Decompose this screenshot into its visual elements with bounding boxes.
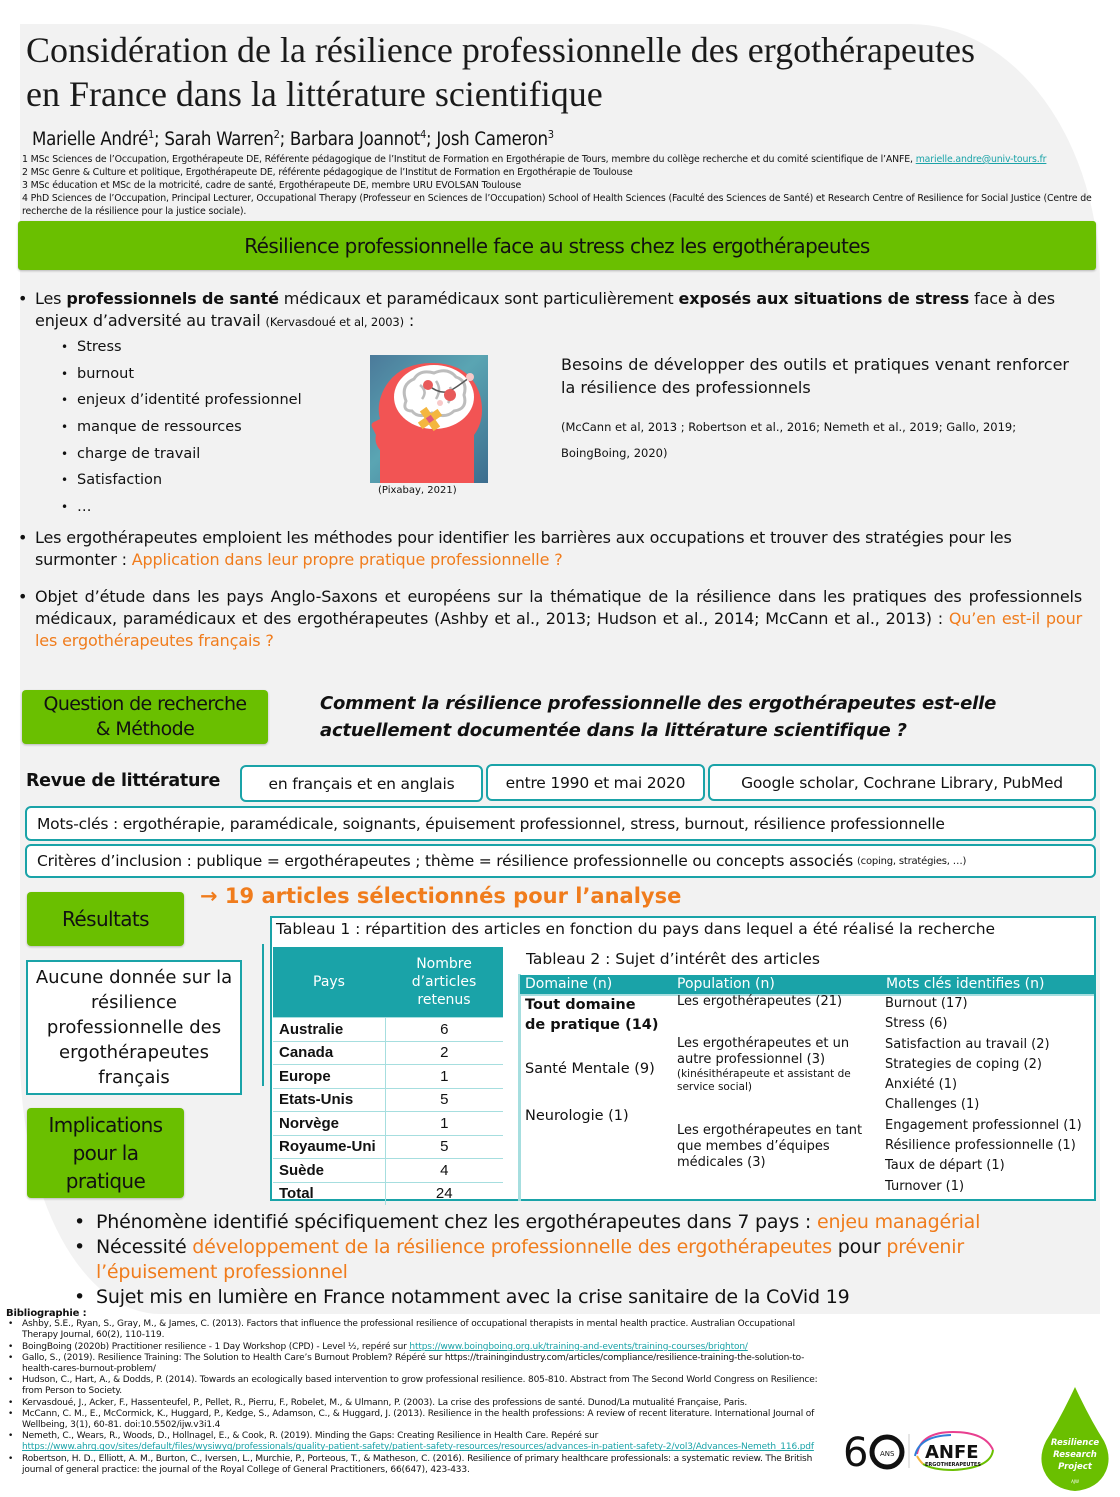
anfe-60-years-logo [843,1428,1023,1477]
list-item: • burnout [61,361,302,388]
table2-header-row [520,975,1094,994]
text: médicaux et paramédicaux sont particulièrement [278,289,679,308]
author-name: Marielle André [32,129,149,151]
bibliography-entry [6,1409,826,1431]
table-header: Mots clés identifies (n) [886,976,1045,992]
table-cell: Taux de départ (1) [885,1158,1005,1174]
table-cell: 5 [385,1135,503,1159]
text: Phénomène identifié spécifiquement chez les ergothérapeutes dans 7 pays : [96,1211,817,1233]
table-cell: Royaume-Uni [273,1135,385,1159]
author-name: Barbara Joannot [289,129,421,151]
table-row [273,1088,503,1112]
box-text: entre 1990 et mai 2020 [505,773,686,792]
author-affiliation-number: 1 [148,128,155,141]
entry-text: Robertson, H. D., Elliott, A. M., Burton, C., Iversen, L., Murchie, P., Porteous, T., & Matheson, C. (2016). Resilience of primary healthcare professionals: a systematic review. The British journal of general practice: the journal of the Royal College of General Practitioners, 66(647), 423-433. [22,1453,813,1475]
text: Objet d’étude dans les pays Anglo-Saxons et européens sur la thématique de la résilience dans les pratiques des professionnels médicaux, paramédicaux et des ergothérapeutes (Ashby et al., 2013; Hudson et al., 2014; McCann et al., 2013) : [35,587,1082,628]
table-cell: Strategies de coping (2) [885,1056,1042,1072]
table-cell: Challenges (1) [885,1097,980,1113]
bibliography-entry [6,1398,826,1409]
divider-line [262,944,264,1086]
list-item: • Stress [61,334,302,361]
entry-text: Hudson, C., Hart, A., & Dodds, P. (2014). Towards an ecologically based intervention to grow professional resilience. 805-810. Abstract from The Second World Congress on Resilience: from Person to Society. [22,1375,818,1397]
languages-box [240,765,483,802]
research-question: Comment la résilience professionnelle des ergothérapeutes est-elle actuellement documentée dans la littérature scientifique ? [320,693,997,741]
text: Les ergothérapeutes emploient les méthodes pour identifier les barrières aux occupations et trouver des stratégies pour les surmonter : [35,528,1012,569]
image-caption: (Pixabay, 2021) [378,485,457,496]
needs-statement: Besoins de développer des outils et pratiques venant renforcer la résilience des professionnels [561,355,1069,397]
highlight: prévenir l’épuisement professionnel [96,1236,964,1283]
table-row [273,1182,503,1205]
table-cell: 1 [385,1065,503,1089]
section-banner-resilience [18,221,1096,270]
table2-population-column [677,994,872,1170]
question-method-label [22,690,268,744]
table-cell: Burnout (17) [885,996,968,1011]
table-header: Population (n) [677,976,775,992]
text: Sujet mis en lumière en France notamment avec la crise sanitaire de la CoVid 19 [96,1286,850,1308]
author-affiliation-number: 2 [273,128,280,141]
table-cell: Santé Mentale (9) [525,1061,655,1077]
box-text: Critères d’inclusion : publique = ergothérapeutes ; thème = résilience professionnelle ou concepts associés [37,852,853,870]
text: Les [35,289,67,308]
label-text: Résultats [62,907,149,931]
citation: (Kervasdoué et al, 2003) [265,315,404,329]
entry-text: Ashby, S.E., Ryan, S., Gray, M., & James, C. (2013). Factors that influence the professional resilience of occupational therapists in mental health practice. Australian Occupational Therapy Journal, 60(2), 110-119. [22,1319,796,1341]
poster-title [26,28,1086,116]
table-header: Pays [273,947,385,1018]
label-line: pour la [72,1141,139,1165]
author-email-link[interactable]: marielle.andre@univ-tours.fr [915,154,1047,165]
title-line-2: en France dans la littérature scientifique [26,74,603,114]
entry-text: Nemeth, C., Wears, R., Woods, D., Hollnagel, E., & Cook, R. (2019). Minding the Gaps: Creating Resilience in Health Care. Repéré sur [22,1431,599,1442]
table-cell: Tout domaine de pratique (14) [525,997,659,1033]
section-banner-title: Résilience professionnelle face au stress chez les ergothérapeutes [244,233,870,258]
label-line: & Méthode [95,718,195,740]
svg-text:Research: Research [1053,1450,1097,1460]
table-cell: Suède [273,1159,385,1183]
table1-caption: Tableau 1 : répartition des articles en fonction du pays dans lequel a été réalisé la recherche [276,920,996,938]
entry-text: McCann, C. M., E., McCormick, K., Huggard, P., Kedge, S., Adamson, C., & Huggard, J. (2013). Resilience in the health professions: A review of recent literature. International Journal of Wellbeing, 3(1), 60-81. doi:10.5502/ijw.v3i1.4 [22,1408,815,1431]
author-affiliation-number: 4 [420,128,427,141]
table-cell: Australie [273,1018,385,1042]
highlight-question: Qu’en est-il pour les ergothérapeutes français ? [35,609,1082,650]
label-line: Question de recherche [43,693,247,715]
headline-text: 19 articles sélectionnés pour l’analyse [224,884,682,908]
bibliography [6,1308,826,1476]
cell-note: (kinésithérapeute et assistant de service social) [677,1068,851,1093]
table-row [273,1065,503,1089]
svg-text:ANFE: ANFE [925,1442,979,1463]
emphasis: exposés aux situations de stress [678,289,970,308]
table1-country-distribution [273,947,503,1205]
table-cell: Les ergothérapeutes en tant que membes d’équipes médicales (3) [677,1123,863,1170]
table-cell: Engagement professionnel (1) [885,1117,1082,1133]
authors-line: Marielle André$^1$; Sarah Warren$^2$; Barbara Joannot$^4$; Josh Cameron$^3$ [32,128,554,151]
table-cell: Satisfaction au travail (2) [885,1036,1050,1052]
text: pour [831,1236,887,1258]
reference-link[interactable]: https://www.boingboing.org.uk/training-and-events/training-courses/brighton/ [409,1341,748,1352]
bibliography-entry [6,1353,826,1375]
table-row [273,1018,503,1042]
keywords-box [25,806,1096,841]
emphasis: professionnels de santé [66,289,279,308]
author-name: Josh Cameron [436,129,548,151]
bibliography-entry [6,1375,826,1397]
table-cell: Total [273,1182,385,1205]
bibliography-entry [6,1342,826,1353]
table-cell: Anxiété (1) [885,1077,958,1093]
databases-box [708,764,1096,801]
cell-text: Les ergothérapeutes et un autre professionnel (3) [677,1036,850,1067]
svg-text:AJW: AJW [1071,1479,1079,1484]
affiliation-item: 3 MSc éducation et MSc de la motricité, cadre de santé, Ergothérapeute DE, membre URU EVOLSAN Toulouse [22,180,522,191]
box-text: en français et en anglais [268,774,455,793]
table-header: Nombre d’articles retenus [385,947,503,1018]
table-cell: Stress (6) [885,1016,948,1032]
reference-link[interactable]: https://www.ahrq.gov/sites/default/files/wysiwyg/professionals/quality-patient-safety/patient-safety-resources/resources/advances-in-patient-safety-2/vol3/Advances-Nemeth_116.pdf [22,1442,814,1453]
table-cell: Neurologie (1) [525,1108,629,1124]
box-text: Mots-clés : ergothérapie, paramédicale, soignants, épuisement professionnel, stress, burnout, résilience professionnelle [37,814,945,833]
list-item: • Satisfaction [61,467,302,494]
implication-item [74,1285,1074,1310]
svg-text:ERGOTHERAPEUTES: ERGOTHERAPEUTES [925,1462,981,1468]
affiliations [22,153,1102,218]
water-drop-icon [1040,1385,1110,1493]
text: Nécessité [96,1236,193,1258]
affiliation-item: 4 PhD Sciences de l’Occupation, Principal Lecturer, Occupational Therapy (Professeur en Sciences de l’Occupation) School of Health Sciences (Faculté des Sciences de Santé) et Research Centre of Resilience for Social Justice (Centre de recherche de la résilience pour la justice sociale). [22,193,1092,217]
table-cell: Turnover (1) [885,1178,965,1194]
entry-text: BoingBoing (2020b) Practitioner resilience - 1 Day Workshop (CPD) - Level ½, repéré sur [22,1341,410,1352]
table-cell [677,1036,872,1094]
anniversary-number: 6 [843,1430,869,1473]
bibliography-heading: Bibliographie : [6,1308,87,1319]
table2-domain-column [525,995,660,1124]
table-cell: 4 [385,1159,503,1183]
table-row [273,1135,503,1159]
intro-bullet-1 [18,288,1088,333]
implications-label [27,1108,184,1198]
table-cell: Europe [273,1065,385,1089]
table2-caption: Tableau 2 : Sujet d’intérêt des articles [526,950,820,968]
author-name: Sarah Warren [164,129,274,151]
table-row [273,1041,503,1065]
bullet-dot: • [18,587,28,606]
svg-text:Resilience: Resilience [1050,1438,1100,1448]
text: face à des enjeux d’adversité au travail [35,289,1055,330]
table-cell: 24 [385,1182,503,1205]
entry-text: Kervasdoué, J., Acker, F., Hassenteufel, P., Pellet, R., Pierru, F., Robelet, M., & Ulmann, P. (2003). La crise des professions de santé. Dunod/La mutualité Française, Paris. [22,1397,748,1408]
finding-box [26,960,242,1095]
head-brain-icon [370,355,488,483]
stressors-list [61,334,302,521]
text: : [403,311,415,330]
list-item: • enjeux d’identité professionnel [61,387,302,414]
list-item: • charge de travail [61,441,302,468]
table-cell: 6 [385,1018,503,1042]
table-row [273,1159,503,1183]
list-item: • manque de ressources [61,414,302,441]
box-small-text: (coping, stratégies, …) [856,855,967,867]
needs-citation: (McCann et al, 2013 ; Robertson et al., 2016; Nemeth et al., 2019; Gallo, 2019; BoingBoing, 2020) [561,420,1017,460]
highlight-question: Application dans leur propre pratique professionnelle ? [131,550,563,569]
implication-item [74,1235,1074,1285]
table-cell: 2 [385,1041,503,1065]
intro-bullet-3 [18,586,1082,652]
box-text: Google scholar, Cochrane Library, PubMed [741,773,1063,792]
selected-articles-headline [200,884,681,908]
table-cell: 1 [385,1112,503,1136]
bullet-dot: • [18,289,28,308]
entry-text: Gallo, S., (2019). Resilience Training: The Solution to Health Care’s Burnout Problem? Répéré sur https://trainingindustry.com/articles/compliance/resilience-training-the-solution-to-health-cares-burnout-problem/ [22,1352,805,1375]
table-row [273,1112,503,1136]
list-item: • … [61,494,302,521]
highlight: développement de la résilience professionnelle des ergothérapeutes [192,1236,832,1258]
implication-item [74,1210,1074,1235]
affiliation-item: 2 MSc Genre & Culture et politique, Ergothérapeute DE, référente pédagogique de l’Institut de Formation en Ergothérapie de Toulouse [22,167,633,178]
table-cell: Etats-Unis [273,1088,385,1112]
affiliation-item [22,153,1102,166]
title-line-1: Considération de la résilience professionnelle des ergothérapeutes [26,30,976,70]
table-header: Domaine (n) [525,976,613,992]
literature-review-label: Revue de littérature [26,771,221,791]
highlight: enjeu managérial [816,1211,981,1233]
svg-text:Project: Project [1058,1462,1092,1472]
author-affiliation-number: 3 [547,128,554,141]
arrow-right-icon: → [200,884,225,908]
finding-text: Aucune donnée sur la résilience professionnelle des ergothérapeutes français [35,967,233,1088]
label-line: Implications [48,1113,163,1137]
table-cell: 5 [385,1088,503,1112]
table-cell: Les ergothérapeutes (21) [677,994,843,1009]
anfe-logo-icon [843,1428,1023,1473]
table-cell: Norvège [273,1112,385,1136]
intro-bullet-2 [18,527,1088,571]
bibliography-entry [6,1319,826,1341]
resilience-research-project-logo [1040,1385,1110,1493]
inclusion-criteria-box [25,844,1096,878]
bullet-dot: • [18,528,28,547]
period-box [486,764,705,801]
results-label [27,892,184,946]
bibliography-entry [6,1454,826,1476]
table-cell: Résilience professionnelle (1) [885,1138,1076,1154]
svg-text:ANS: ANS [880,1450,895,1458]
bibliography-entry [6,1431,826,1453]
label-line: pratique [65,1169,146,1193]
table-cell: Canada [273,1041,385,1065]
affiliation-text: 1 MSc Sciences de l’Occupation, Ergothérapeute DE, Référente pédagogique de l’Institut de Formation en Ergothérapie de Tours, membre du collège recherche et du comité scientifique de l’ANFE, [22,154,916,165]
table2-keywords-column [885,994,1095,1197]
implications-list [74,1210,1074,1310]
head-brain-illustration [370,355,488,483]
